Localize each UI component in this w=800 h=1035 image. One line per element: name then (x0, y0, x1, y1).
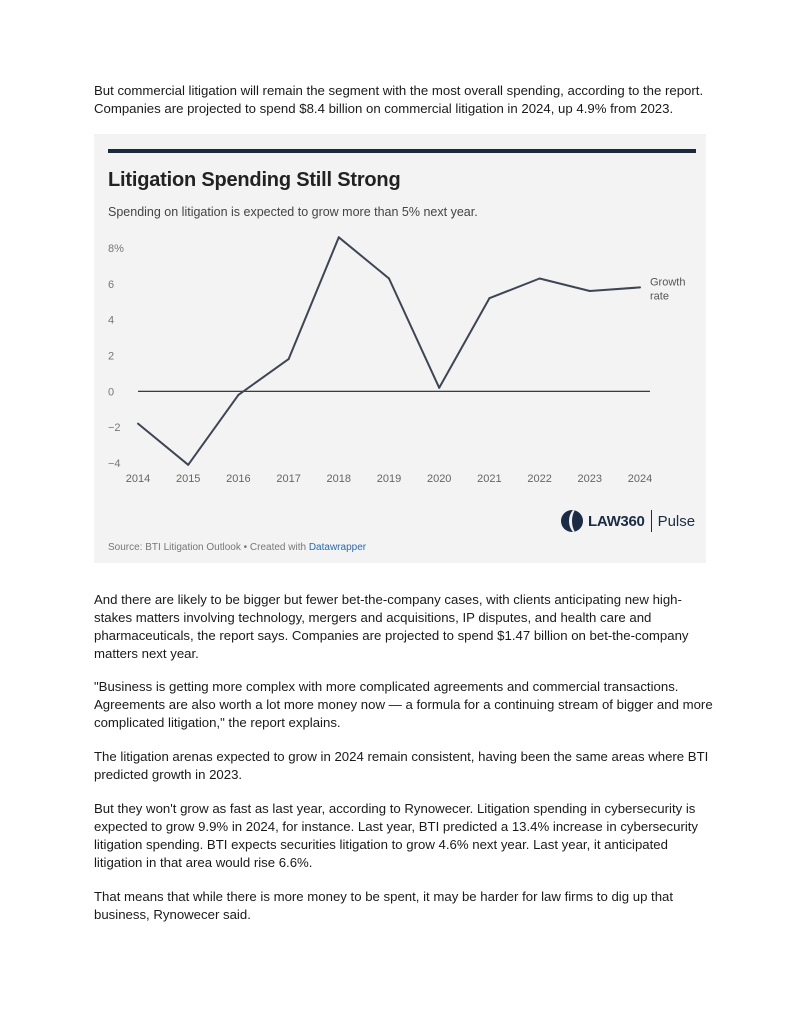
data-point (589, 290, 591, 292)
x-tick-label: 2016 (226, 473, 251, 485)
law360-pulse-logo (561, 507, 695, 535)
x-tick-label: 2023 (577, 473, 603, 485)
y-tick-label: 0 (108, 386, 115, 399)
data-point (488, 297, 490, 299)
y-tick-label: 6 (108, 278, 115, 291)
x-tick-label: 2021 (477, 473, 502, 485)
line-chart (94, 134, 706, 563)
chart-title: Litigation Spending Still Strong (108, 169, 401, 191)
x-tick-label: 2024 (627, 473, 653, 485)
data-point (539, 277, 541, 279)
series-label: Growth (650, 276, 686, 289)
x-tick-label: 2019 (376, 473, 402, 485)
series-line-growth-rate (138, 237, 640, 464)
chart-source-text: Source: BTI Litigation Outlook • Created with (108, 542, 309, 553)
chart-subtitle: Spending on litigation is expected to grow more than 5% next year. (108, 205, 478, 219)
logo-icon (561, 510, 583, 532)
y-tick-label: 4 (108, 314, 115, 327)
data-point (438, 387, 440, 389)
y-tick-label: 8% (108, 243, 124, 255)
x-tick-label: 2018 (326, 473, 352, 485)
y-tick-label: −4 (108, 458, 121, 470)
x-tick-label: 2014 (125, 473, 151, 485)
x-tick-label: 2017 (276, 473, 301, 485)
paragraph: But commercial litigation will remain the segment with the most overall spending, according to the report. Companies are projected to spend $8.4 billion on commercial litigation in 2024, up 4.9% from 2023. (94, 83, 704, 116)
y-tick-label: −2 (108, 422, 121, 435)
x-tick-label: 2015 (175, 473, 201, 485)
y-tick-label: 2 (108, 350, 115, 363)
data-point (187, 464, 189, 466)
chart-source (108, 542, 366, 553)
series-label: rate (650, 290, 669, 303)
paragraph: "Business is getting more complex with more complicated agreements and commercial transactions. Agreements are also worth a lot more money now — a formula for a continuing stream of bigger and more complicated litigation," the report explains. (94, 679, 713, 730)
paragraph: That means that while there is more money to be spent, it may be harder for law firms to dig up that business, Rynowecer said. (94, 889, 674, 922)
paragraph: And there are likely to be bigger but fewer bet-the-company cases, with clients anticipating new high-stakes matters involving technology, mergers and acquisitions, IP disputes, and health care and pharmaceuticals, the report says. Companies are projected to spend $1.47 billion on bet-the-company matters next year. (94, 592, 689, 661)
datawrapper-link[interactable]: Datawrapper (308, 542, 367, 553)
paragraph: The litigation arenas expected to grow in 2024 remain consistent, having been the same areas where BTI predicted growth in 2023. (94, 749, 709, 782)
data-point (388, 277, 390, 279)
chart-figure (94, 134, 706, 563)
logo-divider (651, 510, 652, 532)
data-point (338, 236, 340, 238)
logo-text: LAW360 (588, 512, 645, 530)
x-tick-label: 2020 (426, 473, 452, 485)
data-point (639, 286, 641, 288)
data-point (237, 394, 239, 396)
paragraph: But they won't grow as fast as last year, according to Rynowecer. Litigation spending in cybersecurity is expected to grow 9.9% in 2024, for instance. Last year, BTI predicted a 13.4% increase in cybersecurity litigation spending. BTI expects securities litigation to grow 4.6% next year. Last year, it anticipated litigation in that area would rise 6.6%. (94, 801, 699, 870)
logo-pulse-text: Pulse (657, 512, 696, 530)
data-point (137, 423, 139, 425)
data-point (288, 358, 290, 360)
x-tick-label: 2022 (527, 473, 552, 485)
